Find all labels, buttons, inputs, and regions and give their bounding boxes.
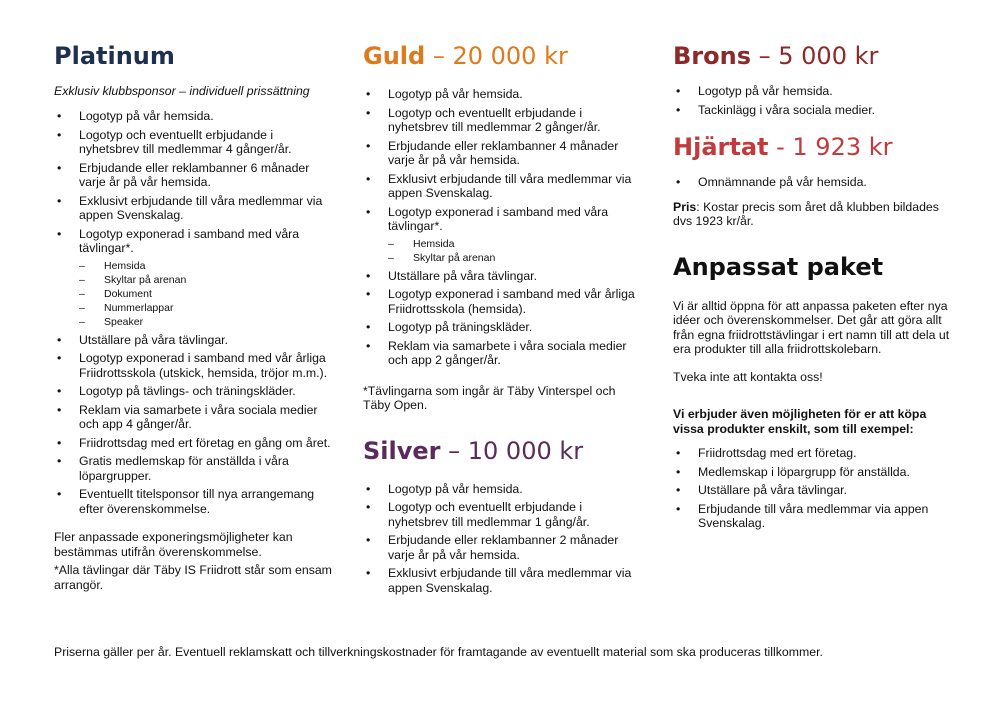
- list-item-text: Logotyp och eventuellt erbjudande i nyhetsbrev till medlemmar 2 gånger/år.: [388, 105, 601, 134]
- list-item-text: Friidrottsdag med ert företag en gång om året.: [79, 435, 331, 450]
- platinum-note-competitions: *Alla tävlingar där Täby IS Friidrott står som ensam arrangör.: [54, 563, 332, 592]
- list-item-text: Reklam via samarbete i våra sociala medier och app 2 gånger/år.: [388, 338, 627, 367]
- list-item: [363, 320, 643, 335]
- list-item-text: Erbjudande eller reklambanner 4 månader varje år på vår hemsida.: [388, 138, 619, 167]
- list-item-text: Logotyp och eventuellt erbjudande i nyhetsbrev till medlemmar 4 gånger/år.: [79, 127, 292, 156]
- guld-note: *Tävlingarna som ingår är Täby Vinterspel och Täby Open.: [363, 383, 616, 412]
- anpassat-contact-text: Tveka inte att kontakta oss!: [673, 369, 823, 384]
- hjartat-price-text: : Kostar precis som året då klubben bildades dvs 1923 kr/år.: [673, 199, 939, 228]
- hjartat-price: - 1 923 kr: [768, 133, 893, 161]
- list-item: [673, 483, 953, 498]
- list-item-text: Utställare på våra tävlingar.: [698, 483, 848, 497]
- list-item: [673, 502, 953, 531]
- list-item-text: Logotyp på vår hemsida.: [388, 481, 523, 496]
- brons-benefits-list: [673, 84, 953, 117]
- list-item: [363, 533, 643, 562]
- list-item: [673, 465, 953, 480]
- platinum-note-custom: Fler anpassade exponeringsmöjligheter kan bestämmas utifrån överenskommelse.: [54, 530, 293, 559]
- list-item: [363, 339, 643, 368]
- list-item-text: Logotyp exponerad i samband med våra tävlingar*.: [79, 226, 300, 255]
- list-item-text: Medlemskap i löpargrupp för anställda.: [698, 464, 910, 479]
- list-item: [54, 161, 332, 190]
- list-item: [673, 446, 953, 461]
- list-item: [363, 287, 643, 316]
- list-item: [54, 454, 332, 483]
- brons-name: Brons: [673, 42, 751, 70]
- brons-title: [673, 38, 953, 74]
- list-item-text: Erbjudande till våra medlemmar via appen Svenskalag.: [698, 501, 929, 530]
- platinum-name: Platinum: [54, 42, 175, 70]
- guld-price: – 20 000 kr: [425, 42, 568, 70]
- silver-benefits-list: [363, 482, 643, 596]
- list-item: [363, 139, 643, 168]
- hjartat-name: Hjärtat: [673, 133, 769, 161]
- guld-benefits-list: [363, 87, 643, 368]
- sub-list-item: – Dokument: [79, 287, 332, 301]
- list-item-text: Logotyp och eventuellt erbjudande i nyhetsbrev till medlemmar 1 gång/år.: [388, 500, 590, 529]
- hjartat-price-info: [673, 200, 953, 229]
- list-item-text: Utställare på våra tävlingar.: [388, 268, 538, 283]
- list-item-text: Utställare på våra tävlingar.: [79, 332, 229, 347]
- list-item-text: Reklam via samarbete i våra sociala medier och app 4 gånger/år.: [79, 402, 318, 431]
- list-item: [363, 106, 643, 135]
- sub-list-item: – Skyltar på arenan: [388, 251, 643, 265]
- list-item-text: Tackinlägg i våra sociala medier.: [698, 102, 876, 117]
- list-item-text: Gratis medlemskap för anställda i våra löpargrupper.: [79, 454, 289, 483]
- sub-list-item: – Speaker: [79, 315, 332, 329]
- silver-title: [363, 433, 643, 469]
- anpassat-products-intro: Vi erbjuder även möjligheten för er att köpa vissa produkter enskilt, som till exempel:: [673, 407, 927, 436]
- anpassat-description: Vi är alltid öppna för att anpassa paketen efter nya idéer och överenskommelser. Det går att göra allt från egna friidrottstävlingar i ert namn till att dela ut era produkter till alla friidrottskolebarn.: [673, 298, 950, 356]
- list-item: [54, 384, 332, 399]
- list-item: [54, 351, 332, 380]
- list-item: [54, 194, 332, 223]
- platinum-benefits-list: [54, 109, 332, 516]
- guld-name: Guld: [363, 42, 426, 70]
- list-item: [363, 500, 643, 529]
- sub-list: [79, 259, 332, 329]
- guld-title: [363, 38, 643, 74]
- list-item-text: Logotyp exponerad i samband med vår årliga Friidrottsskola (hemsida).: [388, 287, 635, 316]
- list-item: [673, 84, 953, 99]
- list-item-text: Logotyp på vår hemsida.: [698, 84, 833, 98]
- silver-price: – 10 000 kr: [440, 436, 584, 465]
- sub-list-item: – Hemsida: [388, 237, 643, 251]
- sub-list-item: – Skyltar på arenan: [79, 273, 332, 287]
- list-item-text: Eventuellt titelsponsor till nya arrangemang efter överenskommelse.: [79, 487, 315, 516]
- anpassat-products-list: [673, 446, 953, 531]
- silver-name: Silver: [363, 436, 441, 465]
- platinum-subtitle: Exklusiv klubbsponsor – individuell prissättning: [54, 84, 310, 98]
- list-item-text: Logotyp på tävlings- och träningskläder.: [79, 384, 296, 398]
- list-item: [54, 436, 332, 451]
- sub-list-item: – Nummerlappar: [79, 301, 332, 315]
- list-item: [363, 482, 643, 497]
- guld-silver-column: [363, 38, 643, 599]
- list-item: [54, 227, 332, 329]
- list-item: [54, 403, 332, 432]
- list-item: [673, 103, 953, 118]
- list-item: [363, 87, 643, 102]
- list-item: [54, 333, 332, 348]
- list-item: [54, 128, 332, 157]
- list-item: [363, 269, 643, 284]
- list-item-text: Exklusivt erbjudande till våra medlemmar via appen Svenskalag.: [79, 193, 323, 222]
- sub-list-item: – Hemsida: [79, 259, 332, 273]
- list-item: [363, 172, 643, 201]
- anpassat-name: Anpassat paket: [673, 252, 884, 281]
- list-item-text: Friidrottsdag med ert företag.: [698, 446, 857, 460]
- list-item-text: Erbjudande eller reklambanner 6 månader varje år på vår hemsida.: [79, 160, 310, 189]
- anpassat-title: [673, 249, 953, 285]
- pricing-footer-note: Priserna gäller per år. Eventuell reklamskatt och tillverkningskostnader för framtagande av eventuellt material som ska produceras tillkommer.: [54, 645, 823, 659]
- list-item-text: Logotyp exponerad i samband med våra tävlingar*.: [388, 204, 609, 233]
- hjartat-title: [673, 129, 953, 165]
- brons-hjartat-anpassat-column: [673, 38, 953, 535]
- list-item-text: Omnämnande på vår hemsida.: [698, 175, 867, 189]
- list-item-text: Logotyp exponerad i samband med vår årliga Friidrottsskola (utskick, hemsida, tröjor m.m.).: [79, 351, 328, 380]
- list-item: [54, 109, 332, 124]
- list-item: [363, 205, 643, 265]
- list-item-text: Exklusivt erbjudande till våra medlemmar via appen Svenskalag.: [388, 171, 632, 200]
- list-item-text: Erbjudande eller reklambanner 2 månader varje år på vår hemsida.: [388, 533, 619, 562]
- list-item-text: Exklusivt erbjudande till våra medlemmar via appen Svenskalag.: [388, 566, 632, 595]
- list-item-text: Logotyp på vår hemsida.: [388, 87, 523, 101]
- brons-price: – 5 000 kr: [751, 42, 879, 70]
- list-item: [673, 175, 953, 190]
- list-item-text: Logotyp på träningskläder.: [388, 320, 533, 334]
- list-item-text: Logotyp på vår hemsida.: [79, 109, 214, 123]
- list-item: [363, 566, 643, 595]
- platinum-column: [54, 38, 332, 592]
- hjartat-benefits-list: [673, 175, 953, 190]
- hjartat-price-label: Pris: [673, 199, 697, 214]
- platinum-title: [54, 38, 332, 74]
- list-item: [54, 487, 332, 516]
- sub-list: [388, 237, 643, 265]
